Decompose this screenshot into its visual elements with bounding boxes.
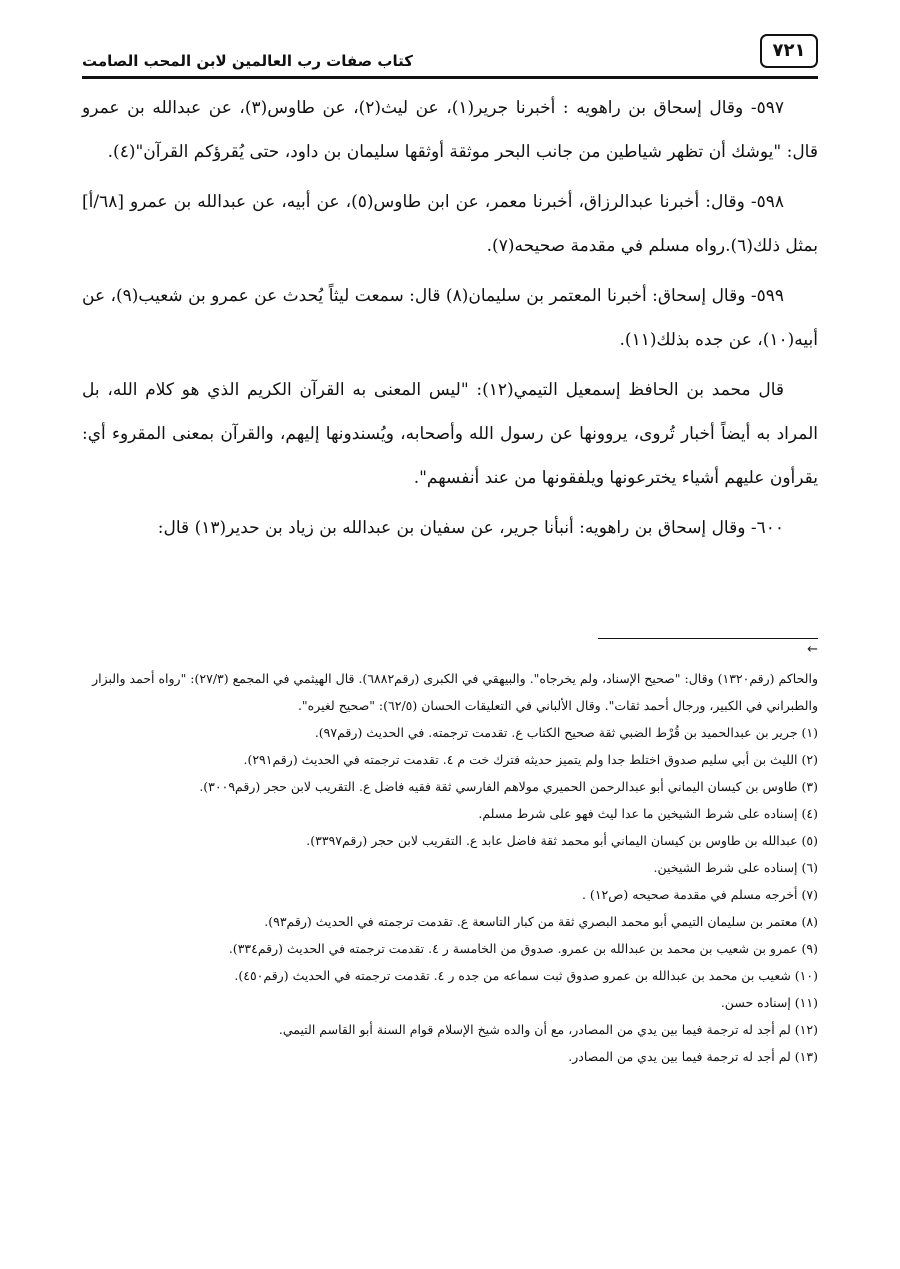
footnote-1: (١) جرير بن عبدالحميد بن قُرْط الضبي ثقة صحيح الكتاب ع. تقدمت ترجمته. في الحديث (رقم٩٧). <box>314 725 818 740</box>
footnotes <box>82 665 818 1070</box>
paragraph-598: ٥٩٨- وقال: أخبرنا عبدالرزاق، أخبرنا معمر، عن ابن طاوس(٥)، عن أبيه، عن عبدالله بن عمرو [٦٨/أ] بمثل ذلك(٦).رواه مسلم في مقدمة صحيحه(٧). <box>82 192 818 256</box>
footnote-7: (٧) أخرجه مسلم في مقدمة صحيحه (ص١٢) . <box>581 887 818 902</box>
footnote-rule <box>598 638 818 639</box>
paragraph-599: ٥٩٩- وقال إسحاق: أخبرنا المعتمر بن سليمان(٨) قال: سمعت ليثاً يُحدث عن عمرو بن شعيب(٩)، عن أبيه(١٠)، عن جده بذلك(١١). <box>82 286 818 350</box>
continued-arrow-icon: ← <box>807 642 818 657</box>
book-title: كتاب صفات رب العالمين لابن المحب الصامت <box>82 52 413 70</box>
page-number: ٧٢١ <box>760 34 818 68</box>
paragraph-597: ٥٩٧- وقال إسحاق بن راهويه : أخبرنا جرير(١)، عن ليث(٢)، عن طاوس(٣)، عن عبدالله بن عمرو قال: "يوشك أن تظهر شياطين من جانب البحر موثقة أوثقها سليمان بن داود، حتى يُقرؤكم القرآن"(٤). <box>82 98 818 162</box>
footnote-10: (١٠) شعيب بن محمد بن عبدالله بن عمرو صدوق ثبت سماعه من جده ر ٤. تقدمت ترجمته في الحديث (رقم٤٥٠). <box>234 968 818 983</box>
paragraph-commentary: قال محمد بن الحافظ إسمعيل التيمي(١٢): "ليس المعنى به القرآن الكريم الذي هو كلام الله، بل المراد به أيضاً أخبار تُروى، يروونها عن رسول الله وأصحابه، ويُسندونها إليهم، والقرآن بمعنى المقروء أي: يقرأون عليهم أشياء يخترعونها ويلفقونها من عند أنفسهم". <box>82 380 818 488</box>
footnote-12: (١٢) لم أجد له ترجمة فيما بين يدي من المصادر، مع أن والده شيخ الإسلام قوام السنة أبو القاسم التيمي. <box>278 1022 818 1037</box>
paragraph-600: ٦٠٠- وقال إسحاق بن راهويه: أنبأنا جرير، عن سفيان بن عبدالله بن زياد بن حدير(١٣) قال: <box>157 518 784 538</box>
page-header <box>82 30 818 76</box>
footnote-9: (٩) عمرو بن شعيب بن محمد بن عبدالله بن عمرو. صدوق من الخامسة ر ٤. تقدمت ترجمته في الحديث (رقم٣٣٤). <box>228 941 818 956</box>
footnote-5: (٥) عبدالله بن طاوس بن كيسان اليماني أبو محمد ثقة فاضل عابد ع. التقريب لابن حجر (رقم٣٣٩٧). <box>306 833 818 848</box>
footnote-11: (١١) إسناده حسن. <box>720 995 818 1010</box>
footnote-6: (٦) إسناده على شرط الشيخين. <box>653 860 818 875</box>
footnote-8: (٨) معتمر بن سليمان التيمي أبو محمد البصري ثقة من كبار التاسعة ع. تقدمت ترجمته في الحديث (رقم٩٣). <box>264 914 818 929</box>
header-rule <box>82 76 818 79</box>
footnote-2: (٢) الليث بن أبي سليم صدوق اختلط جدا ولم يتميز حديثه فترك خت م ٤. تقدمت ترجمته في الحديث (رقم٢٩١). <box>243 752 818 767</box>
footnote-13: (١٣) لم أجد له ترجمة فيما بين يدي من المصادر. <box>568 1049 818 1064</box>
footnote-carryover: والحاكم (رقم١٣٢٠) وقال: "صحيح الإسناد، ولم يخرجاه". والبيهقي في الكبرى (رقم٦٨٨٢). قال الهيثمي في المجمع (٢٧/٣): "رواه أحمد والبزار والطبراني في الكبير، ورجال أحمد ثقات". وقال الألباني في التعليقات الحسان (٦٢/٥): "صحيح لغيره". <box>92 671 818 713</box>
main-text <box>82 86 818 556</box>
footnote-4: (٤) إسناده على شرط الشيخين ما عدا ليث فهو على شرط مسلم. <box>478 806 818 821</box>
footnote-3: (٣) طاوس بن كيسان اليماني أبو عبدالرحمن الحميري مولاهم الفارسي ثقة فقيه فاضل ع. التقريب لابن حجر (رقم٣٠٠٩). <box>199 779 818 794</box>
